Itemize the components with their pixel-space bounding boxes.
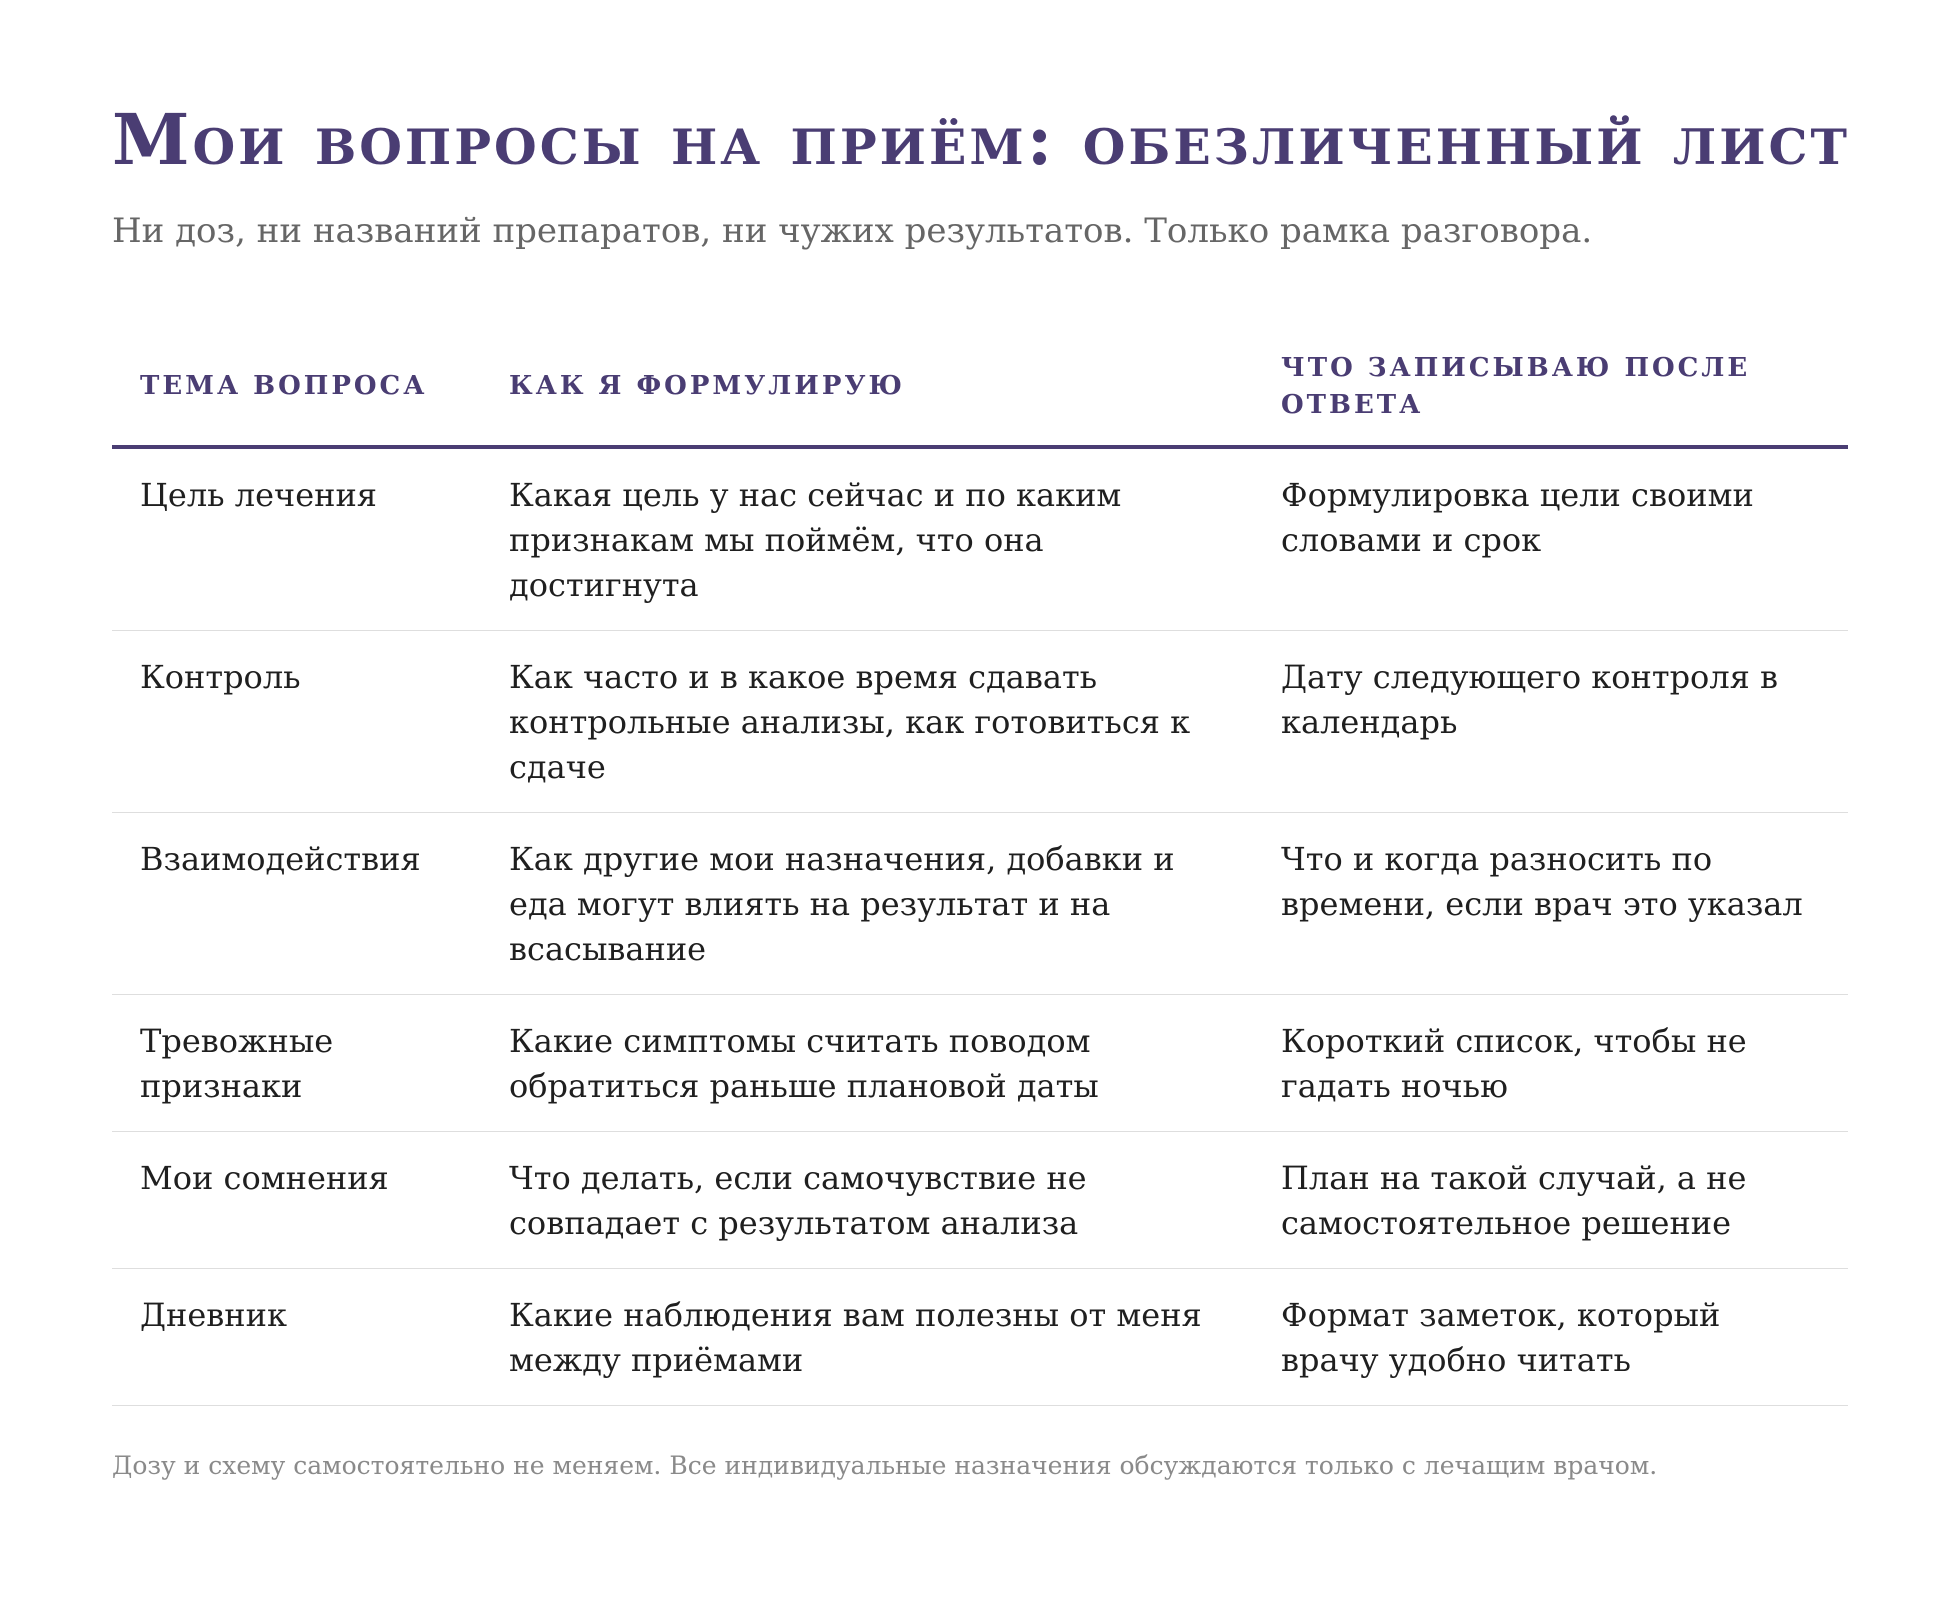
table-row bbox=[112, 1268, 1848, 1405]
table-row bbox=[112, 994, 1848, 1131]
row-note: Короткий список, чтобы не гадать ночью bbox=[1253, 994, 1848, 1131]
row-question: Что делать, если самочувствие не совпадает с результатом анализа bbox=[481, 1131, 1253, 1268]
column-header-question: КАК Я ФОРМУЛИРУЮ bbox=[481, 329, 1253, 447]
column-header-note: ЧТО ЗАПИСЫВАЮ ПОСЛЕ ОТВЕТА bbox=[1253, 329, 1848, 447]
table-row bbox=[112, 1131, 1848, 1268]
table-row bbox=[112, 630, 1848, 812]
table-header bbox=[112, 329, 1848, 447]
row-note: Что и когда разносить по времени, если врач это указал bbox=[1253, 812, 1848, 994]
row-topic: Взаимодействия bbox=[112, 812, 481, 994]
row-note: План на такой случай, а не самостоятельное решение bbox=[1253, 1131, 1848, 1268]
table-row bbox=[112, 447, 1848, 631]
row-question: Как часто и в какое время сдавать контрольные анализы, как готовиться к сдаче bbox=[481, 630, 1253, 812]
footer-disclaimer: Дозу и схему самостоятельно не меняем. Все индивидуальные назначения обсуждаются только с лечащим врачом. bbox=[112, 1450, 1658, 1480]
row-topic: Мои сомнения bbox=[112, 1131, 481, 1268]
row-topic: Контроль bbox=[112, 630, 481, 812]
header-row bbox=[112, 329, 1848, 447]
row-question: Как другие мои назначения, добавки и еда могут влиять на результат и на всасывание bbox=[481, 812, 1253, 994]
page-subtitle: Ни доз, ни названий препаратов, ни чужих результатов. Только рамка разговора. bbox=[112, 210, 1593, 251]
row-topic: Цель лечения bbox=[112, 447, 481, 631]
row-topic: Дневник bbox=[112, 1268, 481, 1405]
table-row bbox=[112, 812, 1848, 994]
page-title: Мои вопросы на приём: обезличенный лист bbox=[112, 98, 1850, 181]
questions-table bbox=[112, 329, 1848, 1406]
row-topic: Тревожные признаки bbox=[112, 994, 481, 1131]
row-question: Какая цель у нас сейчас и по каким признакам мы поймём, что она достигнута bbox=[481, 447, 1253, 631]
column-header-topic: ТЕМА ВОПРОСА bbox=[112, 329, 481, 447]
row-question: Какие наблюдения вам полезны от меня между приёмами bbox=[481, 1268, 1253, 1405]
row-note: Формат заметок, который врачу удобно читать bbox=[1253, 1268, 1848, 1405]
row-note: Формулировка цели своими словами и срок bbox=[1253, 447, 1848, 631]
row-question: Какие симптомы считать поводом обратиться раньше плановой даты bbox=[481, 994, 1253, 1131]
table-body bbox=[112, 447, 1848, 1406]
row-note: Дату следующего контроля в календарь bbox=[1253, 630, 1848, 812]
